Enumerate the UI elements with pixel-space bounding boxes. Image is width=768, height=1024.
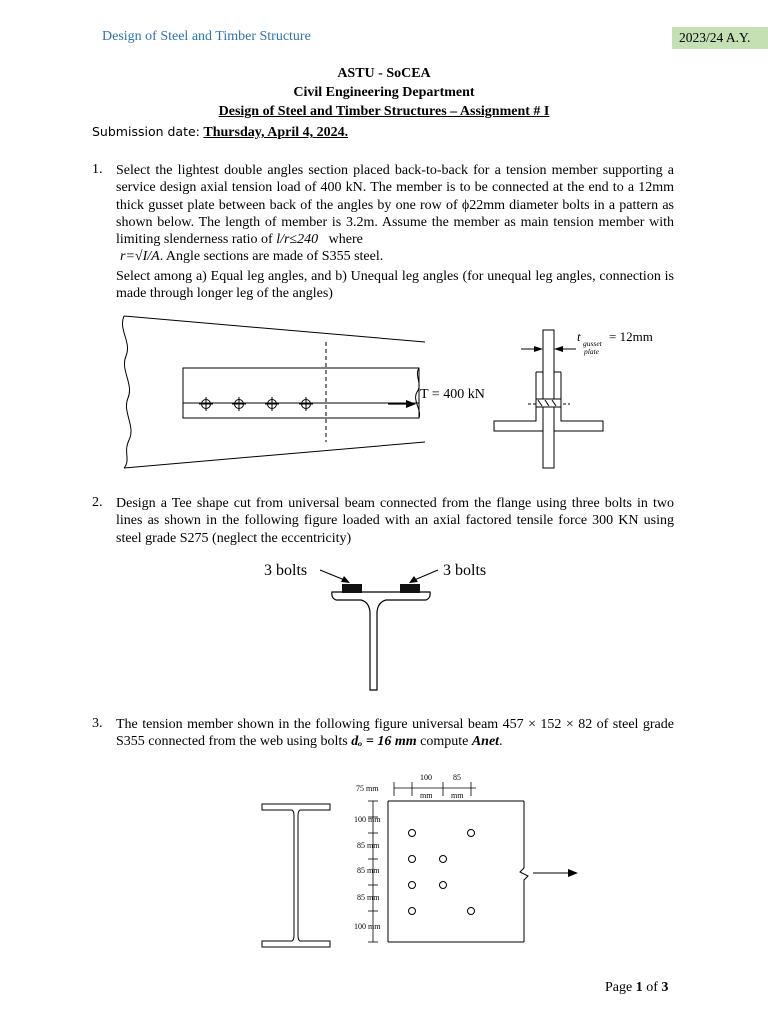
fig1-t-value: = 12mm (609, 329, 653, 344)
page-word: Page (605, 980, 633, 995)
fig1-load-arrow (388, 400, 416, 408)
page-current: 1 (635, 980, 643, 995)
page-total: 3 (661, 980, 669, 995)
q2-number: 2. (92, 495, 103, 510)
fig3-vdim-2: 85 mm (357, 841, 380, 850)
fig1-bolt-holes (199, 397, 313, 411)
fig3-dim-85-unit: mm (451, 791, 464, 800)
q3-text-c: . (499, 734, 503, 750)
q1-number: 1. (92, 162, 103, 177)
q1-text-c: Select among a) Equal leg angles, and b) Unequal leg angles (for unequal leg angles, connection is made through longer leg of the angles) (116, 268, 674, 302)
fig3-dim-75: 75 mm (356, 784, 379, 793)
fig2-left-label: 3 bolts (264, 562, 308, 579)
fig2-right-label: 3 bolts (443, 562, 487, 579)
fig1-t-subscript2: plate (584, 347, 599, 356)
q3-number: 3. (92, 716, 103, 731)
fig3-load-arrowhead (568, 869, 578, 877)
submission-label: Submission date: (92, 124, 200, 139)
q3-text-b: compute (416, 734, 472, 750)
page-number (605, 980, 668, 996)
fig3-vdim-1: 100 mm (354, 815, 381, 824)
q3-anet: Anet (471, 734, 500, 750)
assignment-title: Design of Steel and Timber Structures – Assignment # I (218, 104, 550, 119)
fig1-load-label: T = 400 kN (420, 387, 485, 402)
fig3-vdim-4: 85 mm (357, 893, 380, 902)
q3-bolt-dia: dₒ = 16 mm (351, 734, 417, 750)
fig2-tee-section (332, 592, 430, 690)
fig3-dim-100-unit: mm (420, 791, 433, 800)
q1-slenderness: l/r≤240 (276, 232, 319, 248)
fig2-label-arrows (320, 570, 438, 583)
fig1-gusset-elevation (122, 316, 425, 468)
q1-text-a: Select the lightest double angles section placed back-to-back for a tension member supporting a service design axial tension load of 400 kN. The member is to be connected at the end to a 12mm thick gusset plate between back of the angles by one row of ϕ22mm diameter bolts in a pattern as shown below. The length of member is 3.2m. Assume the member as main tension member with limiting slenderness ratio of (116, 163, 674, 248)
fig3-dim-100: 100 (420, 773, 432, 782)
q2-text: Design a Tee shape cut from universal beam connected from the flange using three bolts in two lines as shown in the following figure loaded with an axial factored tensile force 300 KN using steel grade S275 (neglect the eccentricity) (116, 496, 674, 546)
fig3-bolt-holes (409, 830, 475, 915)
institution-title: ASTU - SoCEA (337, 66, 431, 81)
fig3-vdim-5: 100 mm (354, 922, 381, 931)
submission-date: Thursday, April 4, 2024. (203, 125, 349, 140)
fig3-horizontal-dims (394, 782, 476, 796)
header-year: 2023/24 A.Y. (672, 27, 768, 49)
department-title: Civil Engineering Department (293, 85, 475, 100)
fig3-dim-85: 85 (453, 773, 461, 782)
fig3-plate (388, 801, 570, 942)
q1-text-b: . Angle sections are made of S355 steel. (159, 249, 384, 265)
q1-r-formula: r=√I/A (120, 249, 160, 265)
fig3-i-section (262, 804, 330, 947)
q3-text-a: The tension member shown in the following figure universal beam 457 × 152 × 82 of steel grade S355 connected from the web using bolts (116, 717, 674, 750)
q1-where: where (328, 232, 363, 248)
page-of: of (646, 980, 658, 995)
header-course: Design of Steel and Timber Structure (102, 29, 311, 44)
fig1-t-symbol: t (577, 329, 581, 344)
fig1-t-subscript: gusset (583, 339, 602, 348)
fig3-vdim-3: 85 mm (357, 866, 380, 875)
